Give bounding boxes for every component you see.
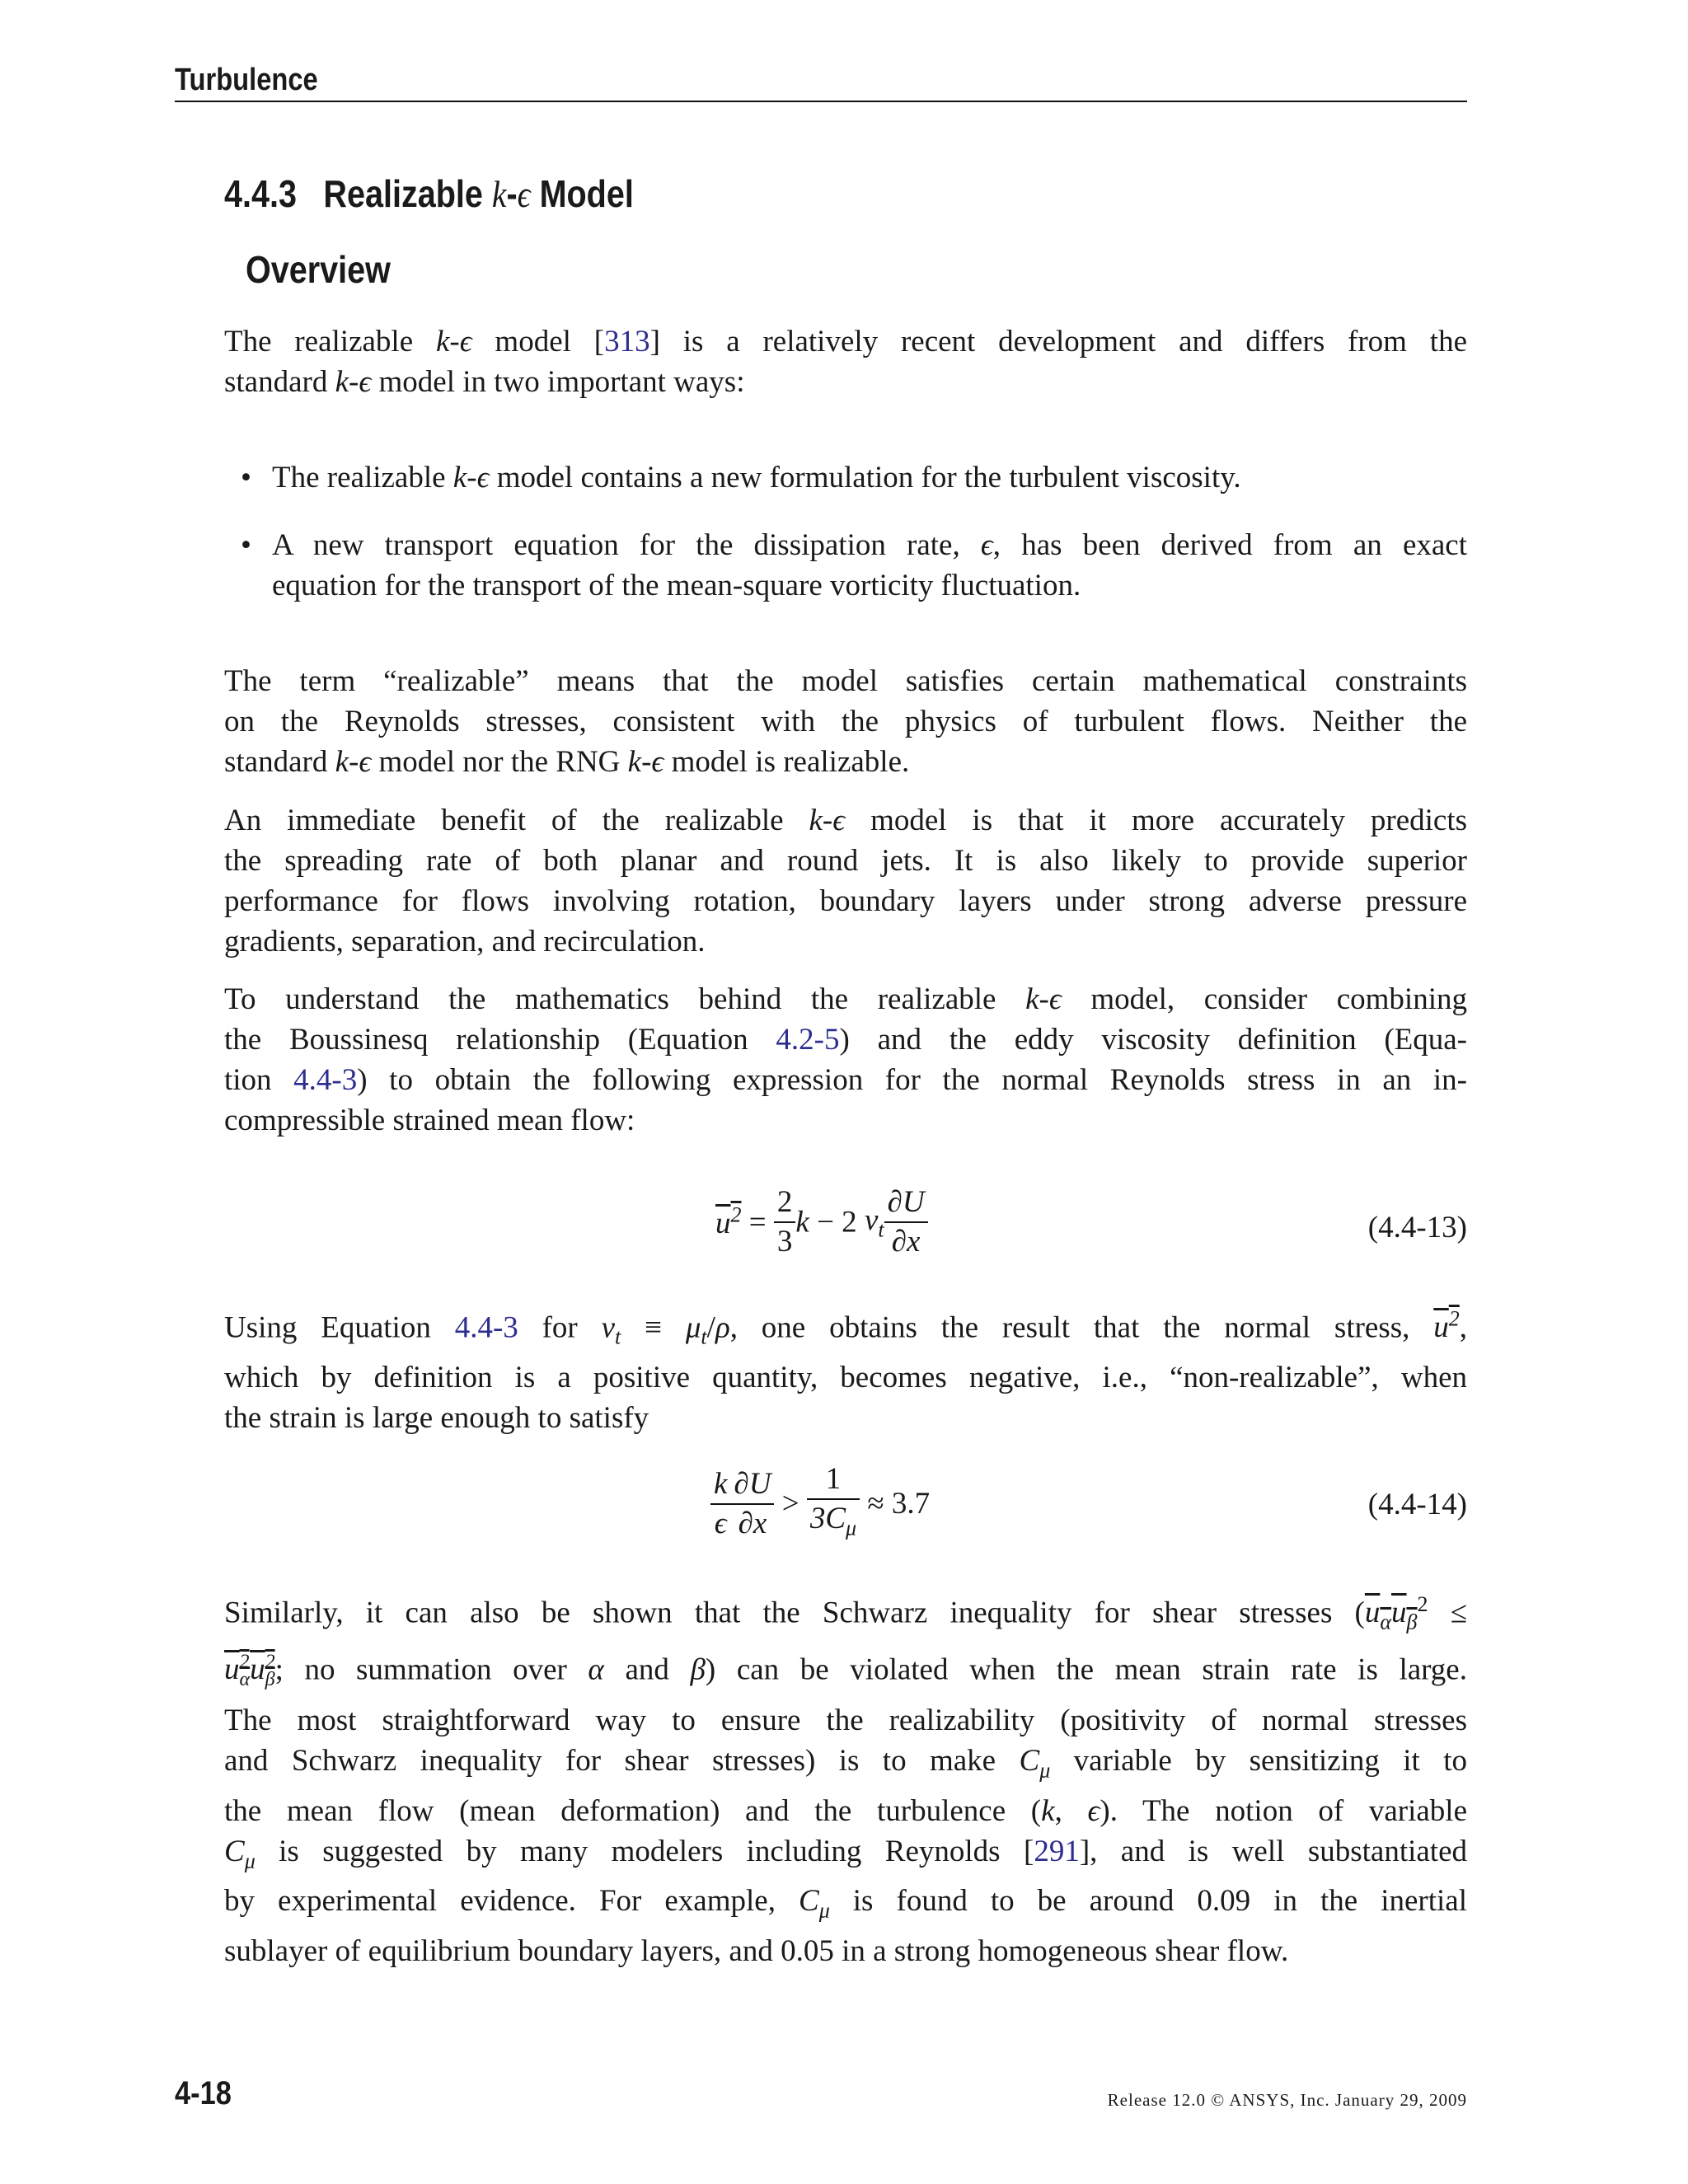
running-header-title: Turbulence <box>175 63 318 97</box>
fraction-k-over-epsilon: $\frac{k}{\epsilon}$ <box>710 1465 730 1543</box>
text-line: An immediate benefit of the realizable k-ϵ model is that it more accurately predicts <box>224 804 1467 837</box>
fraction-dU-dx: $\frac{\partial U}{\partial x}$ <box>884 1183 928 1261</box>
text-line: which by definition is a positive quantity, becomes negative, i.e., “non-realizable”, when <box>224 1360 1467 1394</box>
header-rule <box>175 101 1467 102</box>
text-line: A new transport equation for the dissipation rate, ϵ, has been derived from an exact <box>272 528 1467 562</box>
text-line: To understand the mathematics behind the realizable k-ϵ model, consider combining <box>224 982 1467 1016</box>
section-title-text: Realizable <box>323 172 492 215</box>
paragraph-schwarz <box>224 1584 1467 1971</box>
section-title-epsilon: ϵ <box>517 173 531 215</box>
section-title-k: k <box>491 173 507 215</box>
equation-4-4-14 <box>224 1460 1467 1551</box>
text-line: equation for the transport of the mean-square vorticity fluctuation. <box>272 569 1081 602</box>
paragraph-mathematics <box>224 979 1467 1141</box>
equation-4-4-13 <box>224 1183 1467 1274</box>
text-line: the Boussinesq relationship (Equation 4.2-5) and the eddy viscosity definition (Equa- <box>224 1023 1467 1057</box>
equation-body: $\frac{k}{\epsilon}$ $\frac{\partial U}{\partial x}$ > $\frac{1}{3C_\mu}$ ≈ 3.7 <box>710 1460 930 1547</box>
page-number: 4-18 <box>175 2075 232 2111</box>
text-line: on the Reynolds stresses, consistent with the physics of turbulent flows. Neither the <box>224 705 1467 738</box>
text-line: standard k-ϵ model nor the RNG k-ϵ model is realizable. <box>224 745 910 779</box>
bullet-item <box>241 525 1467 606</box>
bullet-item <box>241 457 1467 498</box>
text-line: The term “realizable” means that the model satisfies certain mathematical constraints <box>224 664 1467 698</box>
text-line: gradients, separation, and recirculation. <box>224 925 706 958</box>
text-line: the mean flow (mean deformation) and the turbulence (k, ϵ). The notion of variable <box>224 1793 1467 1828</box>
section-number: 4.4.3 <box>224 172 297 215</box>
equation-link-4-4-3[interactable]: 4.4-3 <box>293 1063 358 1097</box>
equation-body: $u^2$ = $\frac{2}{3}$ k − 2 $\nu_t$ $\frac{\partial U}{\partial x}$ <box>715 1183 928 1261</box>
citation-link-313[interactable]: 313 <box>604 325 650 359</box>
equation-number: (4.4-14) <box>1367 1488 1467 1521</box>
bullet-icon: • <box>241 461 251 494</box>
release-notice: Release 12.0 © ANSYS, Inc. January 29, 2009 <box>1107 2090 1467 2110</box>
text-line: Similarly, it can also be shown that the Schwarz inequality for shear stresses ($u_\alpha u_\beta^2$ ≤ <box>224 1592 1467 1634</box>
equation-link-4-4-3[interactable]: 4.4-3 <box>454 1310 518 1345</box>
text-line: the spreading rate of both planar and round jets. It is also likely to provide superior <box>224 844 1467 878</box>
fraction-two-thirds: $\frac{2}{3}$ <box>774 1183 796 1261</box>
paragraph-non-realizable <box>224 1299 1467 1438</box>
text-line: $u^2_\alpha u^2_\beta$; no summation over α and β) can be violated when the mean strain rate is large. <box>224 1651 1467 1691</box>
text-line: sublayer of equilibrium boundary layers, and 0.05 in a strong homogeneous shear flow. <box>224 1933 1289 1968</box>
intro-paragraph <box>224 321 1467 402</box>
paragraph-realizable-definition <box>224 661 1467 782</box>
citation-link-291[interactable]: 291 <box>1034 1834 1080 1868</box>
text-line: tion 4.4-3) to obtain the following expression for the normal Reynolds stress in an in- <box>224 1063 1467 1097</box>
text-line: The most straightforward way to ensure the realizability (positivity of normal stresses <box>224 1704 1467 1738</box>
equation-link-4-2-5[interactable]: 4.2-5 <box>776 1023 840 1057</box>
text-line: the strain is large enough to satisfy <box>224 1400 649 1435</box>
text-line: standard k-ϵ model in two important ways: <box>224 365 745 399</box>
bullet-icon: • <box>241 528 251 562</box>
text-line: performance for flows involving rotation, boundary layers under strong adverse pressure <box>224 884 1467 918</box>
text-line: compressible strained mean flow: <box>224 1104 635 1137</box>
fraction-one-over-3cmu: $\frac{1}{3C_\mu}$ <box>807 1460 860 1547</box>
subsection-heading: Overview <box>246 248 391 291</box>
paragraph-benefits <box>224 800 1467 962</box>
section-title-dash: - <box>506 172 518 215</box>
section-heading <box>224 171 634 216</box>
text-line: The realizable k-ϵ model contains a new formulation for the turbulent viscosity. <box>272 461 1241 494</box>
text-line: and Schwarz inequality for shear stresses) is to make $C_\mu$ variable by sensitizing it to <box>224 1744 1468 1783</box>
section-title-suffix: Model <box>530 172 634 215</box>
text-line: Using Equation 4.4-3 for $\nu_t \equiv \mu_t/\rho$, one obtains the result that the normal stress, $u^2$, <box>224 1307 1467 1349</box>
fraction-dU-dx: $\frac{\partial U}{\partial x}$ <box>730 1465 774 1543</box>
text-line: by experimental evidence. For example, $C_\mu$ is found to be around 0.09 in the inertial <box>224 1884 1468 1923</box>
text-line: $C_\mu$ is suggested by many modelers including Reynolds [291], and is well substantiated <box>224 1834 1468 1873</box>
text-line: The realizable k-ϵ model [313] is a relatively recent development and differs from the <box>224 325 1467 359</box>
equation-number: (4.4-13) <box>1367 1211 1467 1244</box>
